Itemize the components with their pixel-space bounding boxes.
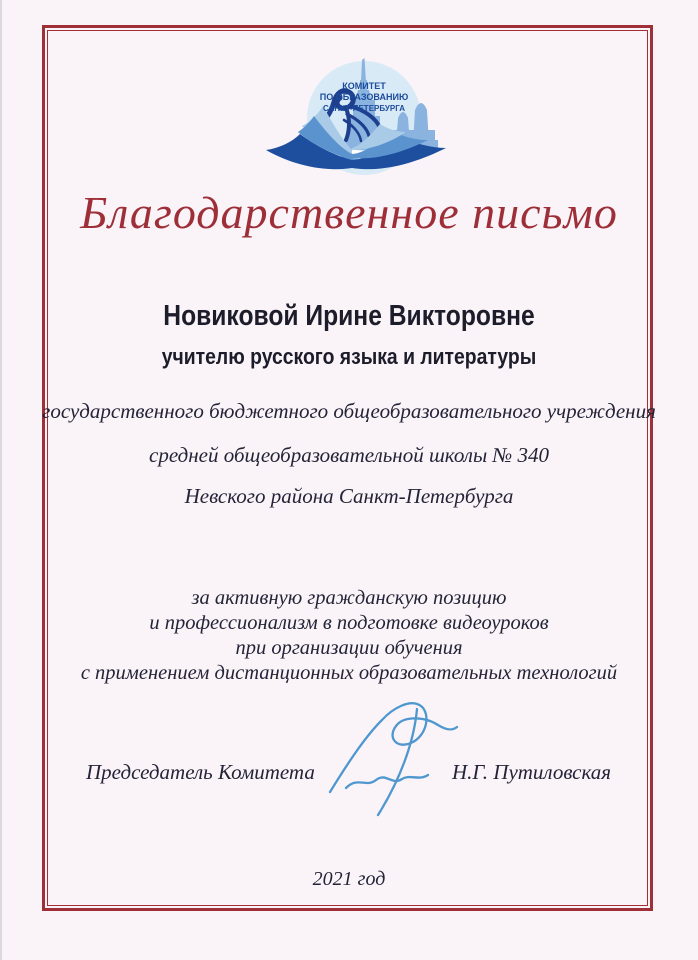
logo-org-line3: САНКТ-ПЕТЕРБУРГА bbox=[322, 104, 406, 113]
scan-edge bbox=[0, 0, 2, 960]
citation-line-4: с применением дистанционных образовательных технологий bbox=[80, 662, 618, 684]
organization-line-1: государственного бюджетного общеобразовательного учреждения bbox=[42, 399, 656, 423]
recipient-name: Новиковой Ирине Викторовне bbox=[163, 300, 535, 332]
logo-org-line2: ПО ОБРАЗОВАНИЮ bbox=[319, 92, 409, 102]
citation-line-2: и профессионализм в подготовке видеоуроков bbox=[149, 612, 549, 634]
signer-title: Председатель Комитета bbox=[86, 760, 315, 784]
logo-org-line1: КОМИТЕТ bbox=[342, 81, 386, 91]
organization-line-3: Невского района Санкт-Петербурга bbox=[184, 484, 514, 508]
year-line: 2021 год bbox=[312, 868, 386, 890]
citation-line-1: за активную гражданскую позицию bbox=[191, 587, 507, 609]
organization-line-2: средней общеобразовательной школы № 340 bbox=[149, 443, 549, 467]
recipient-role: учителю русского языка и литературы bbox=[161, 344, 537, 369]
certificate-title: Благодарственное письмо bbox=[80, 187, 618, 238]
committee-logo-icon bbox=[250, 56, 454, 186]
citation-line-3: при организации обучения bbox=[235, 637, 463, 659]
signature-icon bbox=[324, 694, 460, 819]
citation-text bbox=[0, 586, 698, 686]
signer-name: Н.Г. Путиловская bbox=[452, 760, 612, 784]
